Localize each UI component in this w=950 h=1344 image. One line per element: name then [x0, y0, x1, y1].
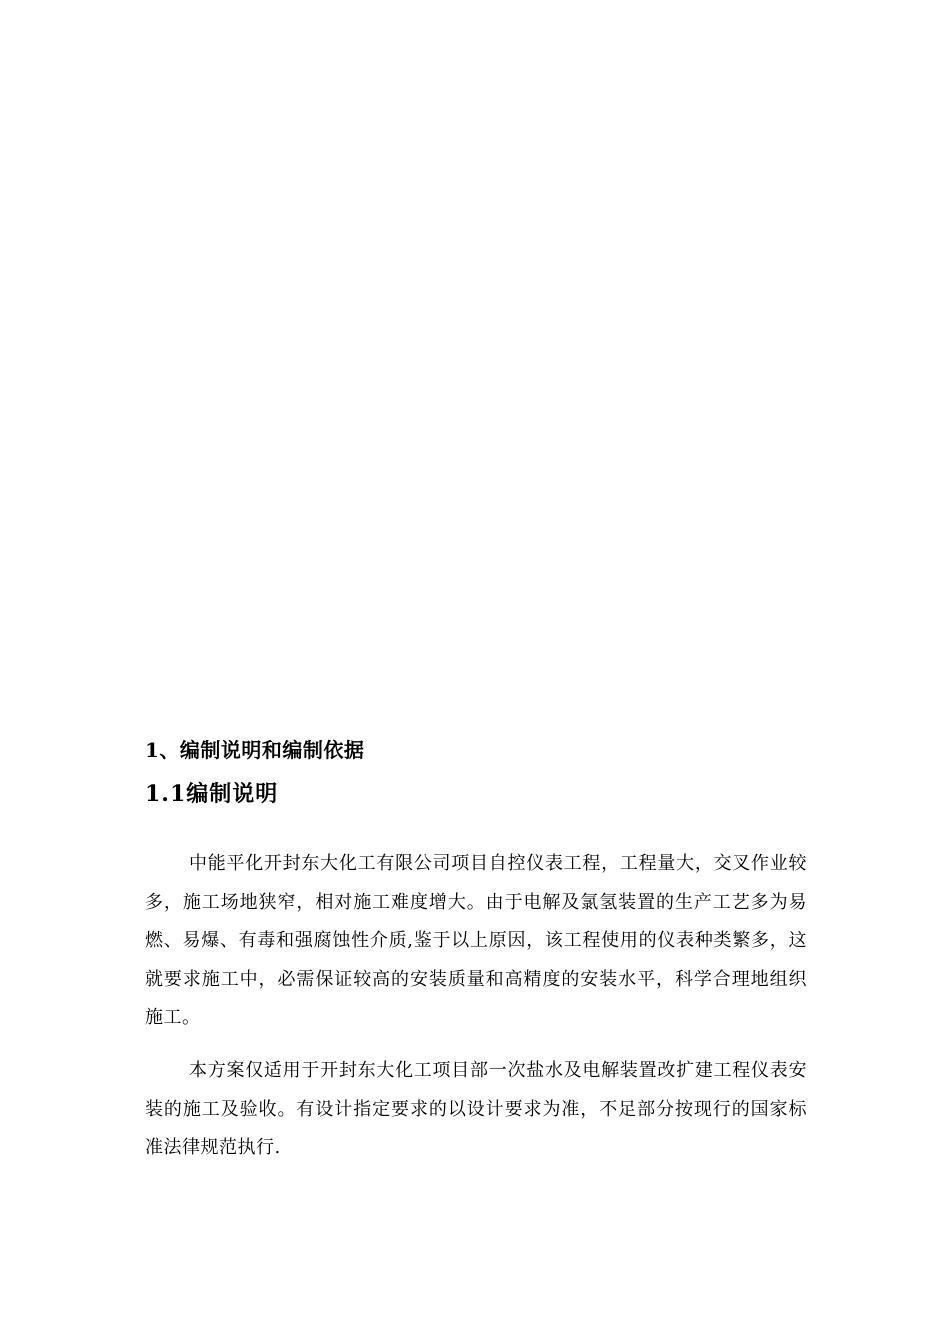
- body-paragraph: 本方案仅适用于开封东大化工项目部一次盐水及电解装置改扩建工程仪表安装的施工及验收。有设计指定要求的以设计要求为准，不足部分按现行的国家标准法律规范执行.: [145, 1060, 807, 1158]
- body-paragraph: 中能平化开封东大化工有限公司项目自控仪表工程，工程量大，交叉作业较多，施工场地狭窄，相对施工难度增大。由于电解及氯氢装置的生产工艺多为易燃、易爆、有毒和强腐蚀性介质,鉴于以上原因，该工程使用的仪表种类繁多，这就要求施工中，必需保证较高的安装质量和高精度的安装水平，科学合理地组织施工。: [145, 853, 807, 1028]
- section-heading: 1、编制说明和编制依据: [145, 738, 365, 762]
- subsection-heading: 1.1编制说明: [145, 781, 279, 807]
